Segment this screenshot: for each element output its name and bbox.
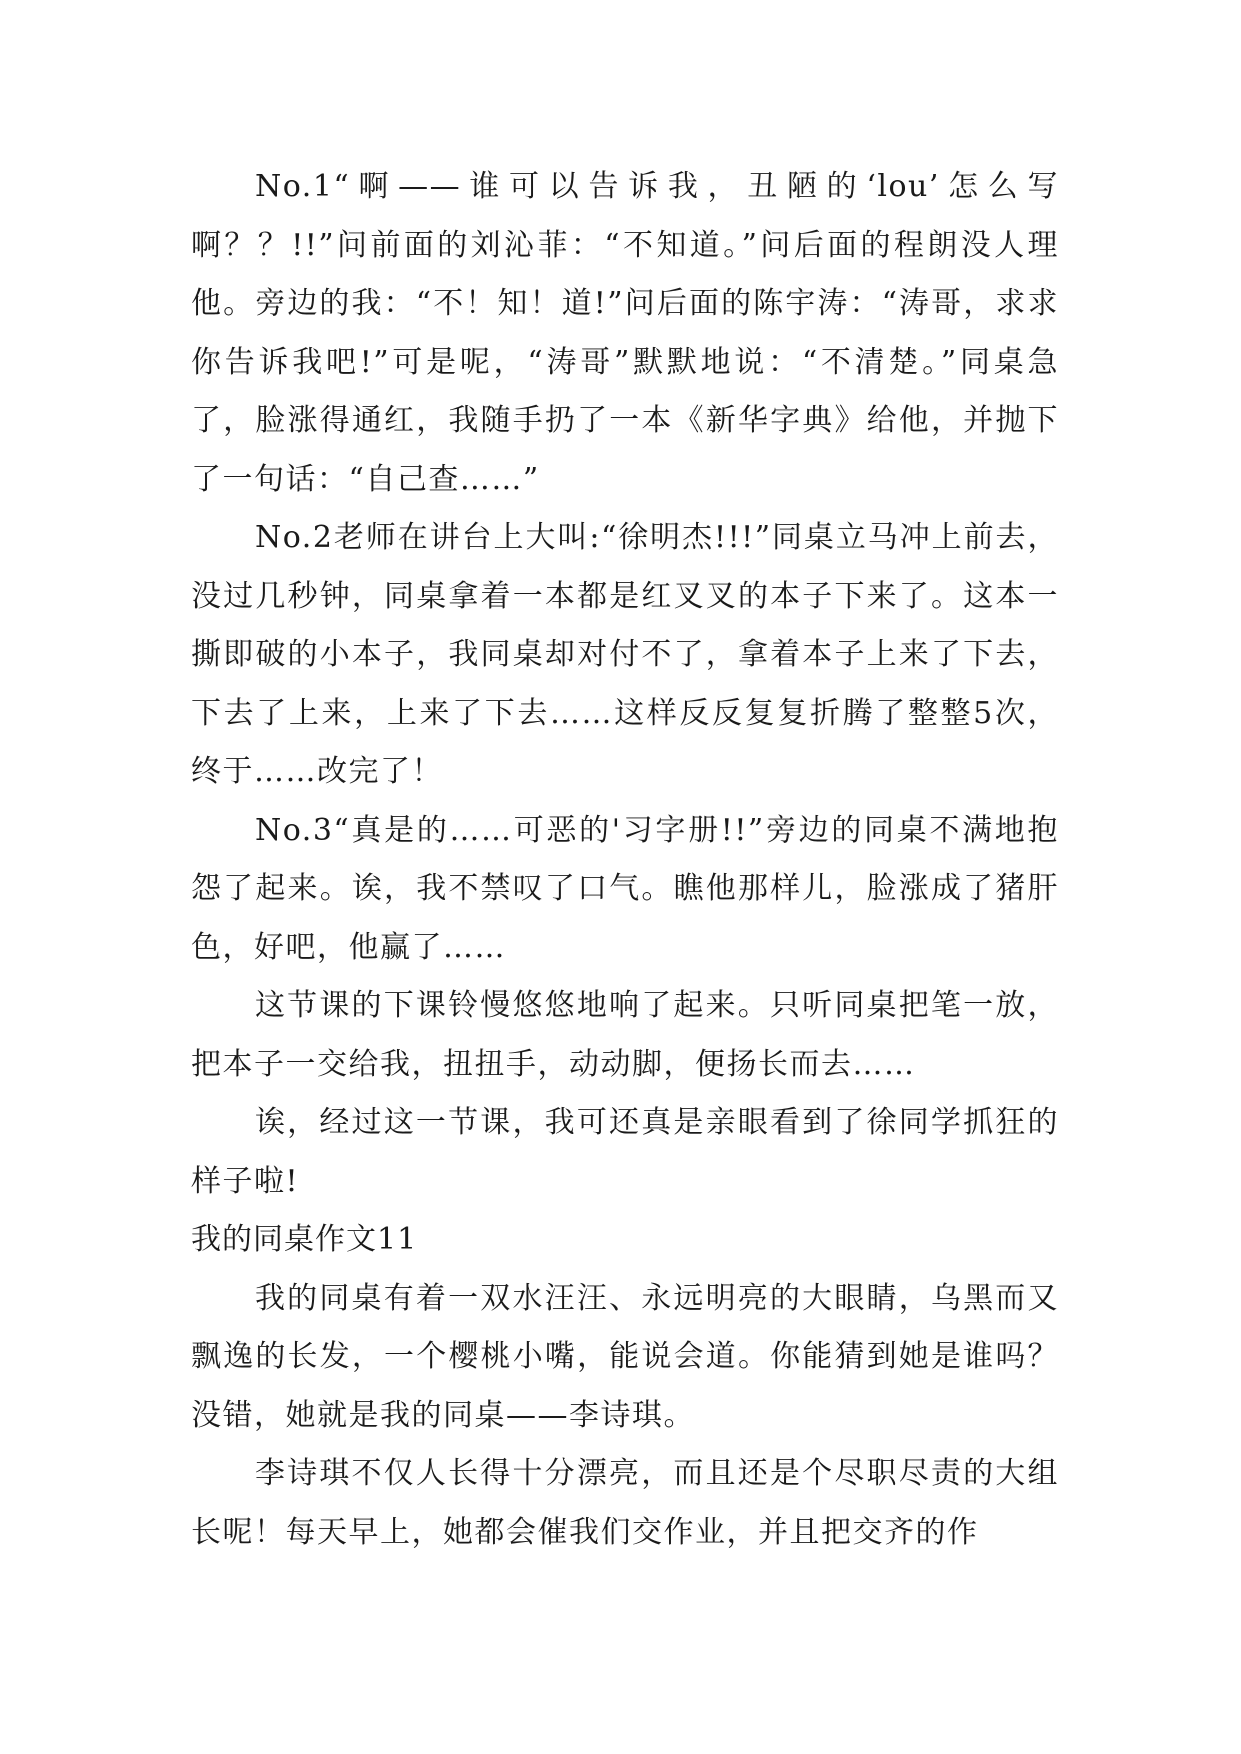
document-body <box>191 158 1059 1562</box>
paragraph-conclusion: 诶，经过这一节课，我可还真是亲眼看到了徐同学抓狂的样子啦! <box>191 1105 1059 1199</box>
paragraph-description: 我的同桌有着一双水汪汪、永远明亮的大眼睛，乌黑而又飘逸的长发，一个樱桃小嘴，能说会道。你能猜到她是谁吗？没错，她就是我的同桌——李诗琪。 <box>191 1280 1059 1433</box>
paragraph-bell: 这节课的下课铃慢悠悠地响了起来。只听同桌把笔一放，把本子一交给我，扭扭手，动动脚，便扬长而去…… <box>191 988 1059 1082</box>
paragraph-no1: No.1“啊——谁可以告诉我，丑陋的‘lou’怎么写啊？？!!”问前面的刘沁菲：“不知道。”问后面的程朗没人理他。旁边的我：“不！知！道!”问后面的陈宇涛：“涛哥，求求你告诉我吧!”可是呢，“涛哥”默默地说：“不清楚。”同桌急了，脸涨得通红，我随手扔了一本《新华字典》给他，并抛下了一句话：“自己查……” <box>191 169 1059 497</box>
essay-heading: 我的同桌作文11 <box>191 1222 418 1257</box>
paragraph-no2: No.2老师在讲台上大叫:“徐明杰!!!”同桌立马冲上前去，没过几秒钟，同桌拿着一本都是红叉叉的本子下来了。这本一撕即破的小本子，我同桌却对付不了，拿着本子上来了下去，下去了上来，上来了下去……这样反反复复折腾了整整5次，终于……改完了！ <box>191 520 1059 789</box>
paragraph-no3: No.3“真是的……可恶的'习字册!!”旁边的同桌不满地抱怨了起来。诶，我不禁叹了口气。瞧他那样儿，脸涨成了猪肝色，好吧，他赢了…… <box>191 812 1059 965</box>
paragraph-group-leader: 李诗琪不仅人长得十分漂亮，而且还是个尽职尽责的大组长呢！每天早上，她都会催我们交作业，并且把交齐的作 <box>191 1456 1059 1550</box>
